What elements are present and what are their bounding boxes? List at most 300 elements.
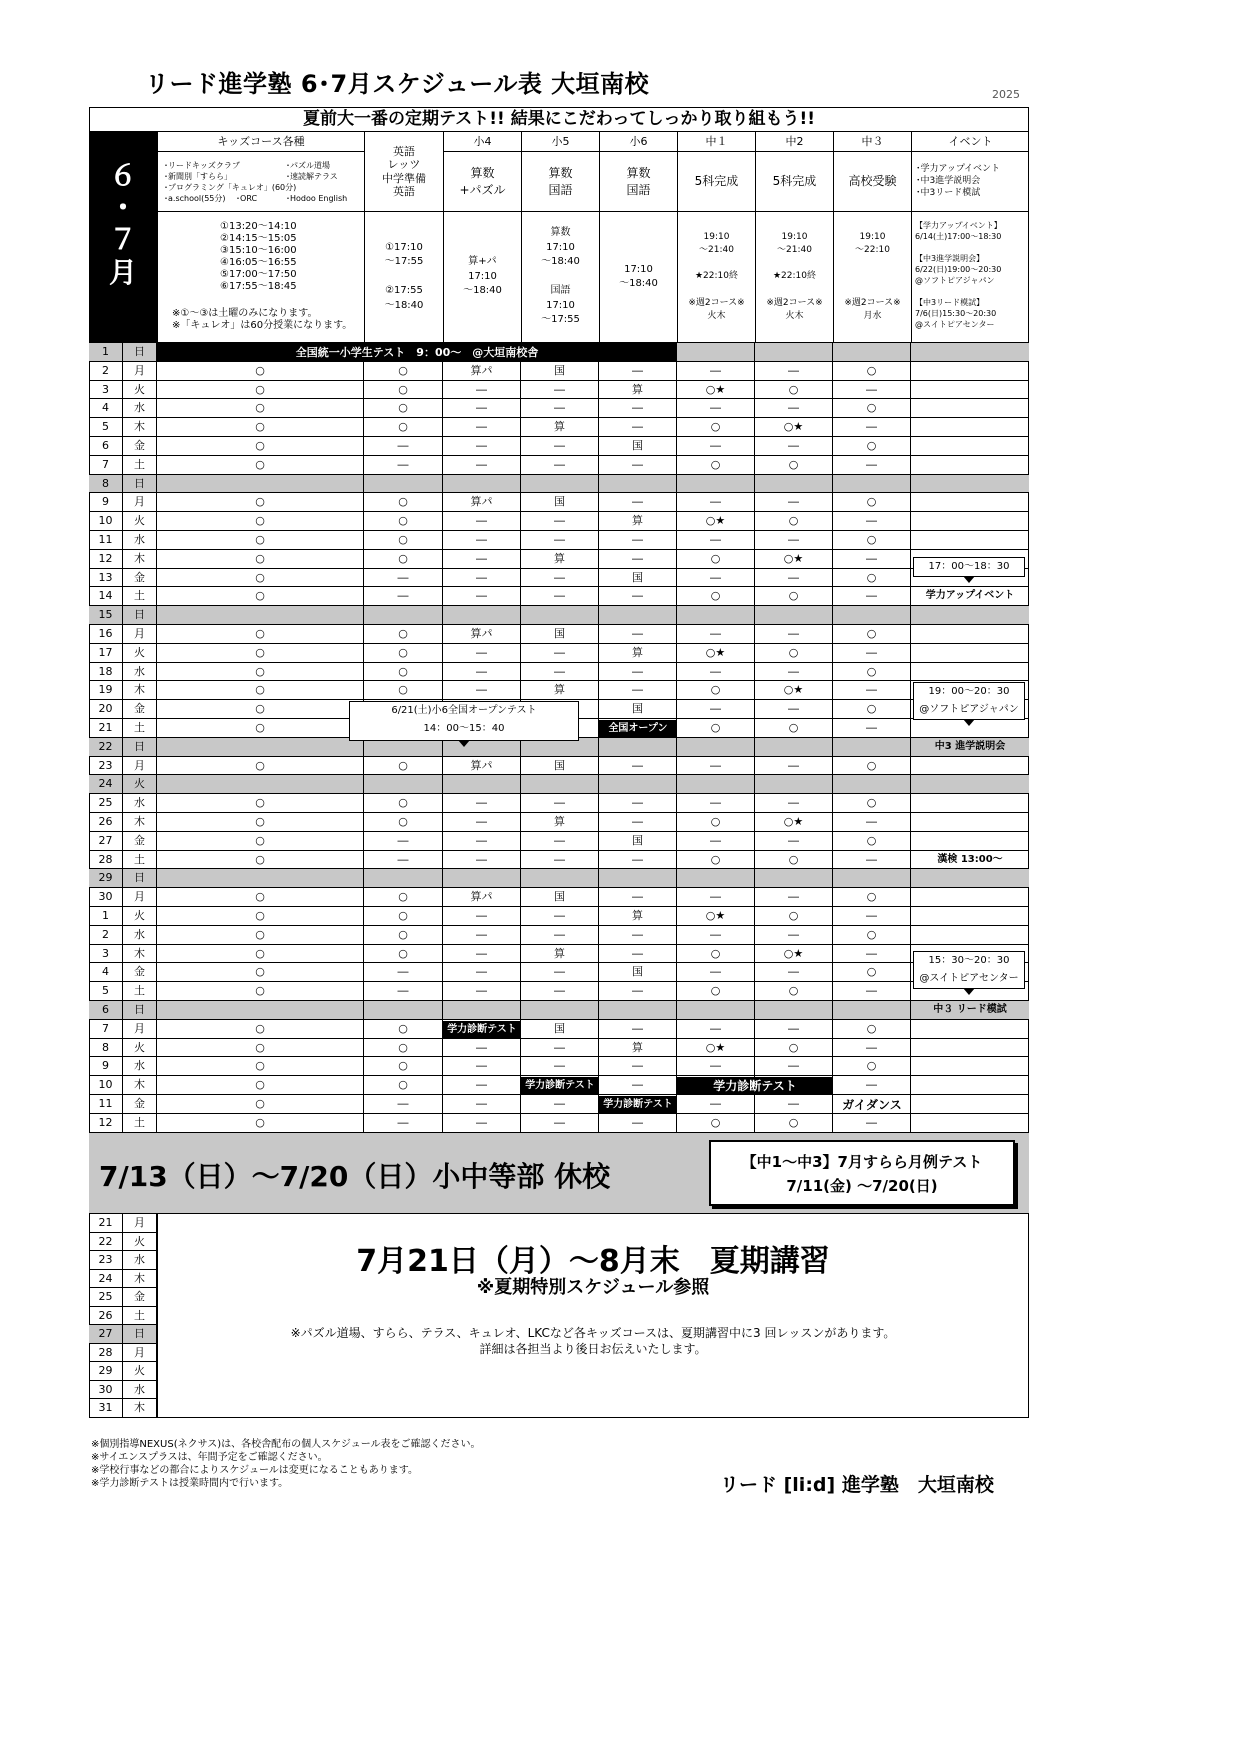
schedule-cell: ― xyxy=(599,663,677,682)
date-cell: 16 xyxy=(89,625,123,644)
schedule-cell: ○ xyxy=(157,418,364,437)
table-row xyxy=(89,926,1029,945)
schedule-cell xyxy=(911,907,1029,926)
schedule-cell: ― xyxy=(677,399,755,418)
schedule-cell: ― xyxy=(833,945,911,964)
schedule-cell: 漢検 13:00～ xyxy=(937,853,1003,865)
schedule-cell: ― xyxy=(443,1114,521,1133)
schedule-cell: ○ xyxy=(755,1039,833,1058)
schedule-cell: ― xyxy=(755,569,833,588)
schedule-cell: ― xyxy=(521,832,599,851)
schedule-cell: ― xyxy=(677,493,755,512)
schedule-cell: ― xyxy=(443,587,521,606)
schedule-cell: ― xyxy=(521,926,599,945)
callout-event-time-1: 17：00～18：30 xyxy=(913,557,1025,577)
date-cell: 28 xyxy=(89,851,123,870)
weekday-cell: 金 xyxy=(123,569,157,588)
schedule-cell xyxy=(157,1001,364,1020)
summer-date-row xyxy=(89,1344,157,1363)
date-cell: 11 xyxy=(89,1095,123,1114)
table-row xyxy=(89,907,1029,926)
schedule-cell: ○ xyxy=(157,362,364,381)
summer-date-row xyxy=(89,1288,157,1307)
schedule-cell: ○ xyxy=(833,1020,911,1039)
schedule-cell: ○ xyxy=(157,1020,364,1039)
schedule-cell xyxy=(755,343,833,362)
schedule-cell: ― xyxy=(755,1095,833,1114)
schedule-cell xyxy=(443,869,521,888)
kids-time-slots: ①13:20～14:10 ②14:15～15:05 ③15:10～16:00 ④16:05～16:55 ⑤17:00～17:50 ⑥17:55～18:45 xyxy=(220,221,297,292)
schedule-cell: ○ xyxy=(833,888,911,907)
weekday-cell: 火 xyxy=(123,907,157,926)
schedule-cell: ― xyxy=(677,569,755,588)
schedule-cell: ― xyxy=(443,381,521,400)
schedule-cell xyxy=(443,475,521,494)
schedule-cell xyxy=(833,343,911,362)
schedule-cell: ○ xyxy=(157,926,364,945)
summer-course-note: ※パズル道場、すらら、テラス、キュレオ、LKCなど各キッズコースは、夏期講習中に3 回レッスンがあります。 詳細は各担当より後日お伝えいたします。 xyxy=(290,1326,896,1356)
schedule-cell: ― xyxy=(833,813,911,832)
schedule-cell: ○★ xyxy=(677,512,755,531)
summer-date-row xyxy=(89,1214,157,1233)
weekday-cell: 水 xyxy=(123,926,157,945)
schedule-cell: ○ xyxy=(157,456,364,475)
schedule-cell: ― xyxy=(755,794,833,813)
schedule-cell: ― xyxy=(677,1020,755,1039)
schedule-cell: ○ xyxy=(364,681,443,700)
schedule-cell: ― xyxy=(599,587,677,606)
callout-event-time-3: 15：30～20：30 @スイトピアセンター xyxy=(913,951,1025,989)
schedule-cell: ― xyxy=(599,493,677,512)
schedule-cell: 国 xyxy=(599,963,677,982)
weekday-cell: 日 xyxy=(123,869,157,888)
table-row xyxy=(89,437,1029,456)
c3-guidance: ガイダンス xyxy=(842,1098,902,1112)
schedule-cell xyxy=(911,625,1029,644)
date-cell: 11 xyxy=(89,531,123,550)
weekday-cell: 木 xyxy=(123,945,157,964)
table-row xyxy=(89,663,1029,682)
schedule-cell: ― xyxy=(521,587,599,606)
schedule-cell xyxy=(755,869,833,888)
schedule-cell xyxy=(911,381,1029,400)
date-cell: 3 xyxy=(89,945,123,964)
schedule-cell: ― xyxy=(443,437,521,456)
schedule-cell: ― xyxy=(677,794,755,813)
weekday-cell: 金 xyxy=(123,1095,157,1114)
schedule-cell xyxy=(911,493,1029,512)
table-row xyxy=(89,1039,1029,1058)
date-cell: 5 xyxy=(89,982,123,1001)
schedule-cell: ― xyxy=(443,512,521,531)
schedule-cell: ○ xyxy=(755,719,833,738)
weekday-cell: 土 xyxy=(123,982,157,1001)
schedule-cell: ― xyxy=(521,851,599,870)
date-cell: 24 xyxy=(89,775,123,794)
schedule-cell: ○ xyxy=(157,757,364,776)
schedule-cell: ○ xyxy=(157,719,364,738)
schedule-cell xyxy=(755,738,833,757)
schedule-cell xyxy=(911,475,1029,494)
weekday-cell: 木 xyxy=(123,1399,157,1418)
schedule-cell: ― xyxy=(443,963,521,982)
summer-date-row xyxy=(89,1251,157,1270)
date-cell: 1 xyxy=(89,907,123,926)
schedule-cell xyxy=(833,775,911,794)
table-row xyxy=(89,362,1029,381)
schedule-cell: ― xyxy=(443,418,521,437)
schedule-cell xyxy=(157,738,364,757)
schedule-cell: ― xyxy=(677,832,755,851)
schedule-cell: ○ xyxy=(157,531,364,550)
weekday-cell: 日 xyxy=(123,738,157,757)
schedule-cell: ― xyxy=(677,1057,755,1076)
schedule-cell: ○ xyxy=(364,550,443,569)
schedule-cell: ― xyxy=(599,888,677,907)
date-cell: 26 xyxy=(89,813,123,832)
schedule-cell: ○ xyxy=(364,418,443,437)
schedule-cell: ― xyxy=(755,531,833,550)
month-label: ６ ・ ７ 月 xyxy=(89,132,157,343)
schedule-cell: ― xyxy=(521,982,599,1001)
schedule-cell: ○ xyxy=(364,663,443,682)
schedule-cell: ○ xyxy=(677,456,755,475)
summer-course-title: 7月21日（月）～8月末 夏期講習 xyxy=(356,1244,830,1279)
schedule-cell: ― xyxy=(443,851,521,870)
schedule-cell: ― xyxy=(833,681,911,700)
schedule-cell: ― xyxy=(755,888,833,907)
schedule-cell xyxy=(755,775,833,794)
schedule-cell: ― xyxy=(364,456,443,475)
table-row xyxy=(89,418,1029,437)
schedule-cell: ○ xyxy=(677,719,755,738)
schedule-cell: ○ xyxy=(833,362,911,381)
schedule-cell: ― xyxy=(755,926,833,945)
date-cell: 13 xyxy=(89,569,123,588)
schedule-cell: ○ xyxy=(364,945,443,964)
schedule-cell: ― xyxy=(599,362,677,381)
schedule-cell: ― xyxy=(521,907,599,926)
table-row xyxy=(89,963,1029,982)
date-cell: 4 xyxy=(89,963,123,982)
schedule-cell: 学力アップイベント xyxy=(925,590,1015,602)
schedule-cell xyxy=(157,606,364,625)
header-event: イベント xyxy=(911,132,1029,152)
schedule-cell: ― xyxy=(599,794,677,813)
date-cell: 24 xyxy=(89,1270,123,1289)
weekday-cell: 金 xyxy=(123,963,157,982)
schedule-cell: ― xyxy=(677,963,755,982)
date-cell: 8 xyxy=(89,475,123,494)
schedule-cell xyxy=(157,775,364,794)
schedule-cell: ― xyxy=(521,963,599,982)
schedule-cell: ○★ xyxy=(755,681,833,700)
schedule-cell: ― xyxy=(521,1114,599,1133)
schedule-cell: 国 xyxy=(521,1020,599,1039)
table-row xyxy=(89,681,1029,700)
schedule-cell: ― xyxy=(364,587,443,606)
schedule-cell: ○★ xyxy=(755,813,833,832)
schedule-cell: ― xyxy=(833,512,911,531)
table-row xyxy=(89,1057,1029,1076)
schedule-cell xyxy=(599,738,677,757)
schedule-cell xyxy=(911,644,1029,663)
schedule-cell: ― xyxy=(755,625,833,644)
kids-times xyxy=(157,212,364,343)
schedule-cell: ○ xyxy=(677,945,755,964)
schedule-cell xyxy=(911,663,1029,682)
schedule-cell xyxy=(911,832,1029,851)
summer-date-row xyxy=(89,1233,157,1252)
weekday-cell: 日 xyxy=(123,1001,157,1020)
schedule-cell: ― xyxy=(364,982,443,1001)
schedule-cell: ― xyxy=(677,757,755,776)
schedule-cell: ○★ xyxy=(755,418,833,437)
weekday-cell: 火 xyxy=(123,644,157,663)
date-cell: 18 xyxy=(89,663,123,682)
schedule-cell: ― xyxy=(833,1076,911,1095)
schedule-cell: 中３ リード模試 xyxy=(933,1004,1007,1015)
schedule-cell: ― xyxy=(599,625,677,644)
date-cell: 7 xyxy=(89,1020,123,1039)
schedule-cell: ― xyxy=(599,456,677,475)
schedule-cell: 国 xyxy=(521,362,599,381)
schedule-cell: 算 xyxy=(599,512,677,531)
weekday-cell: 月 xyxy=(123,1214,157,1233)
weekday-cell: 水 xyxy=(123,1057,157,1076)
schedule-cell: ○ xyxy=(833,757,911,776)
schedule-cell: ― xyxy=(833,1114,911,1133)
event-subject: ･学力アップイベント ･中3進学説明会 ･中3リード模試 xyxy=(911,152,1029,212)
schedule-cell: 国 xyxy=(599,437,677,456)
schedule-cell xyxy=(755,606,833,625)
schedule-cell xyxy=(677,343,755,362)
schedule-cell: ― xyxy=(599,418,677,437)
c3-subject: 高校受験 xyxy=(833,152,911,212)
header-s5: 小5 xyxy=(521,132,599,152)
schedule-cell: 国 xyxy=(521,888,599,907)
schedule-cell xyxy=(911,1114,1029,1133)
weekday-cell: 水 xyxy=(123,531,157,550)
schedule-cell: ― xyxy=(443,1039,521,1058)
schedule-cell: ○ xyxy=(364,362,443,381)
kids-subjects-left: ･リードキッズクラブ ･新聞別「すらら」 ･プログラミング「キュレオ」(60分) ･a.school(55分) ･ORC xyxy=(164,161,297,203)
schedule-cell xyxy=(911,757,1029,776)
schedule-cell xyxy=(599,475,677,494)
schedule-cell xyxy=(911,1057,1029,1076)
schedule-cell: ― xyxy=(443,550,521,569)
schedule-cell: ○ xyxy=(364,512,443,531)
schedule-cell: ○★ xyxy=(755,945,833,964)
schedule-cell xyxy=(911,437,1029,456)
schedule-cell: ○ xyxy=(364,1020,443,1039)
c1-time: 19:10 ～21:40 ★22:10終 ※週2コース※ 火木 xyxy=(677,212,755,343)
schedule-cell xyxy=(833,869,911,888)
weekday-cell: 土 xyxy=(123,719,157,738)
s4-subject: 算数 +パズル xyxy=(443,152,521,212)
schedule-cell xyxy=(677,738,755,757)
schedule-cell xyxy=(443,1001,521,1020)
schedule-cell xyxy=(364,606,443,625)
schedule-cell: ○ xyxy=(677,851,755,870)
schedule-cell: ― xyxy=(521,1095,599,1114)
weekday-cell: 月 xyxy=(123,625,157,644)
schedule-cell: ○ xyxy=(157,813,364,832)
weekday-cell: 水 xyxy=(123,1381,157,1400)
schedule-cell: ○ xyxy=(833,531,911,550)
schedule-cell: ― xyxy=(443,644,521,663)
date-cell: 26 xyxy=(89,1307,123,1326)
table-row xyxy=(89,475,1029,494)
schedule-cell: ○ xyxy=(364,531,443,550)
table-row xyxy=(89,381,1029,400)
table-row xyxy=(89,945,1029,964)
schedule-cell: ― xyxy=(599,1020,677,1039)
schedule-cell: ― xyxy=(677,531,755,550)
c2-subject: 5科完成 xyxy=(755,152,833,212)
table-row xyxy=(89,493,1029,512)
schedule-cell: ○ xyxy=(157,1057,364,1076)
schedule-cell: ― xyxy=(755,663,833,682)
date-cell: 25 xyxy=(89,1288,123,1307)
weekday-cell: 水 xyxy=(123,399,157,418)
weekday-cell: 土 xyxy=(123,851,157,870)
weekday-cell: 木 xyxy=(123,418,157,437)
schedule-cell: ○ xyxy=(755,512,833,531)
schedule-cell: ○ xyxy=(157,625,364,644)
schedule-cell: ○ xyxy=(157,381,364,400)
weekday-cell: 土 xyxy=(123,587,157,606)
schedule-cell: ○ xyxy=(755,982,833,1001)
schedule-cell: ― xyxy=(599,757,677,776)
eigo-subject: 英語 レッツ 中学準備 英語 xyxy=(382,145,426,198)
table-row xyxy=(89,1114,1029,1133)
date-cell: 19 xyxy=(89,681,123,700)
schedule-cell xyxy=(911,512,1029,531)
weekday-cell: 土 xyxy=(123,1307,157,1326)
schedule-cell: ○ xyxy=(677,550,755,569)
schedule-cell: ○ xyxy=(364,625,443,644)
schedule-cell xyxy=(599,869,677,888)
date-cell: 10 xyxy=(89,1076,123,1095)
schedule-cell: ○★ xyxy=(677,644,755,663)
schedule-cell: ○ xyxy=(157,794,364,813)
schedule-cell: ― xyxy=(833,644,911,663)
schedule-cell: ○ xyxy=(677,418,755,437)
date-cell: 15 xyxy=(89,606,123,625)
table-row xyxy=(89,869,1029,888)
weekday-cell: 日 xyxy=(123,606,157,625)
schedule-cell: ― xyxy=(364,1114,443,1133)
schedule-cell: ○ xyxy=(157,512,364,531)
table-row xyxy=(89,644,1029,663)
schedule-cell xyxy=(521,1001,599,1020)
table-row xyxy=(89,512,1029,531)
schedule-cell: ― xyxy=(755,963,833,982)
summer-date-row xyxy=(89,1325,157,1344)
schedule-cell: ― xyxy=(443,794,521,813)
header-eigo xyxy=(364,132,443,212)
schedule-cell: 国 xyxy=(599,700,677,719)
schedule-cell: ○ xyxy=(157,663,364,682)
summer-date-row xyxy=(89,1362,157,1381)
schedule-cell: ○★ xyxy=(677,907,755,926)
weekday-cell: 日 xyxy=(123,1325,157,1344)
schedule-cell: ○ xyxy=(364,644,443,663)
table-row xyxy=(89,569,1029,588)
c2-time: 19:10 ～21:40 ★22:10終 ※週2コース※ 火木 xyxy=(755,212,833,343)
schedule-cell: ― xyxy=(833,1039,911,1058)
schedule-cell: ○ xyxy=(157,907,364,926)
zenkoku-test-banner: 全国統一小学生テスト 9：00～ @大垣南校舎 xyxy=(157,343,677,362)
schedule-cell: ○ xyxy=(157,493,364,512)
table-row xyxy=(89,587,1029,606)
schedule-cell: 国 xyxy=(521,625,599,644)
schedule-cell: ○ xyxy=(833,700,911,719)
schedule-cell xyxy=(521,775,599,794)
schedule-cell: ― xyxy=(521,794,599,813)
weekday-cell: 火 xyxy=(123,512,157,531)
table-row xyxy=(89,813,1029,832)
schedule-cell xyxy=(833,606,911,625)
schedule-cell: ○ xyxy=(157,550,364,569)
c12-diagnostic-test: 学力診断テスト xyxy=(677,1077,833,1095)
date-cell: 14 xyxy=(89,587,123,606)
schedule-cell: ― xyxy=(443,663,521,682)
schedule-cell: ○ xyxy=(677,681,755,700)
weekday-cell: 火 xyxy=(123,1039,157,1058)
date-cell: 22 xyxy=(89,738,123,757)
schedule-cell: ― xyxy=(443,681,521,700)
date-cell: 4 xyxy=(89,399,123,418)
schedule-cell xyxy=(911,888,1029,907)
weekday-cell: 木 xyxy=(123,813,157,832)
event-time: 【学力アップイベント】 6/14(土)17:00～18:30 【中3進学説明会】 6/22(日)19:00～20:30 @ソフトピアジャパン 【中3リード模試】 7/6(日)15:30～20:30 @スイトピアセンター xyxy=(911,212,1029,343)
schedule-cell: ○ xyxy=(157,644,364,663)
schedule-cell: ― xyxy=(755,832,833,851)
schedule-cell: ― xyxy=(599,681,677,700)
schedule-cell: ― xyxy=(364,437,443,456)
banner: 夏前大一番の定期テスト!! 結果にこだわってしっかり取り組もう!! xyxy=(89,107,1029,132)
schedule-cell xyxy=(911,362,1029,381)
schedule-cell xyxy=(364,869,443,888)
schedule-cell: ― xyxy=(677,1095,755,1114)
schedule-cell: ― xyxy=(599,982,677,1001)
date-cell: 27 xyxy=(89,1325,123,1344)
weekday-cell: 日 xyxy=(123,343,157,362)
table-row xyxy=(89,625,1029,644)
schedule-cell: ○ xyxy=(364,907,443,926)
schedule-cell: ○ xyxy=(755,907,833,926)
schedule-cell: ○★ xyxy=(755,550,833,569)
date-cell: 17 xyxy=(89,644,123,663)
schedule-cell: 国 xyxy=(521,493,599,512)
schedule-cell xyxy=(911,531,1029,550)
weekday-cell: 月 xyxy=(123,888,157,907)
schedule-cell: 算パ xyxy=(443,493,521,512)
schedule-cell xyxy=(911,1039,1029,1058)
date-cell: 9 xyxy=(89,493,123,512)
schedule-cell: ○ xyxy=(364,1039,443,1058)
schedule-cell: ― xyxy=(599,945,677,964)
s4-diagnostic-test: 学力診断テスト xyxy=(443,1021,521,1039)
schedule-cell: 算パ xyxy=(443,362,521,381)
s4-time: 算+パ 17:10 ～18:40 xyxy=(443,212,521,343)
schedule-cell: 算 xyxy=(599,381,677,400)
weekday-cell: 月 xyxy=(123,757,157,776)
eigo-time: ①17:10 ～17:55 ②17:55 ～18:40 xyxy=(364,212,443,343)
schedule-cell xyxy=(157,475,364,494)
